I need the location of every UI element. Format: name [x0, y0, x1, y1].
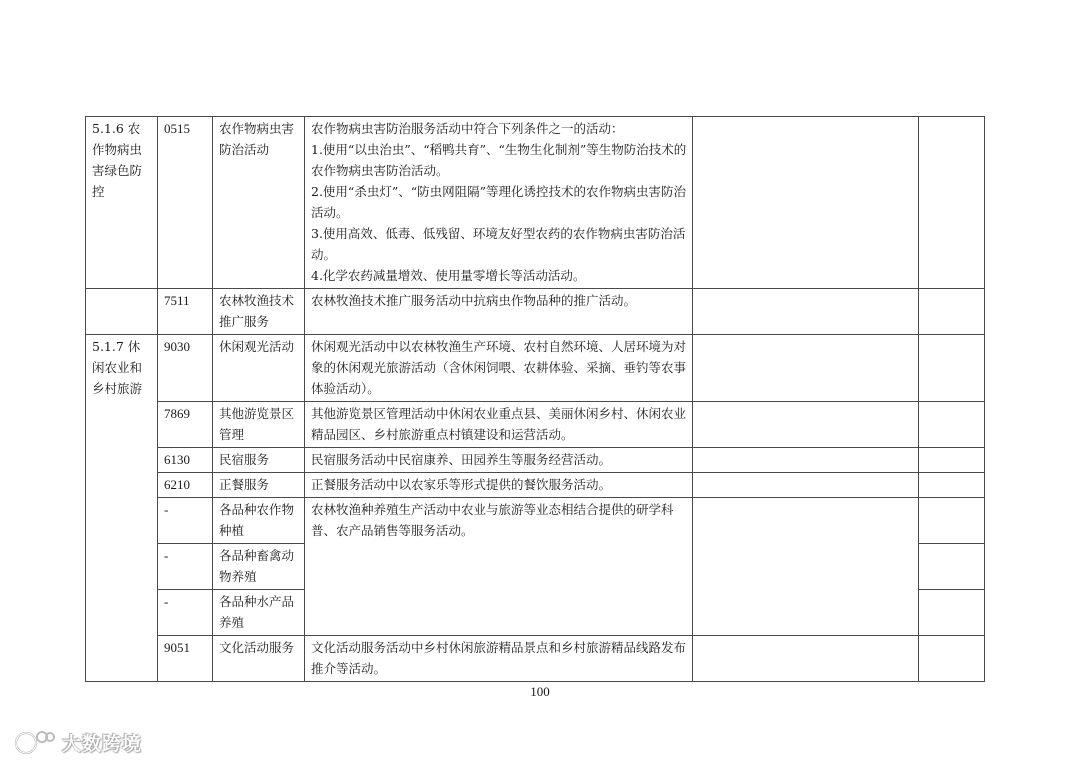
table-row [86, 448, 985, 473]
industry-code: - [158, 544, 213, 590]
industry-name: 其他游览景区管理 [213, 402, 305, 448]
watermark [12, 727, 142, 757]
industry-code: 7869 [158, 402, 213, 448]
empty-cell [693, 498, 919, 636]
watermark-text: 大数跨境 [62, 732, 143, 755]
empty-cell [919, 448, 985, 473]
empty-cell [693, 402, 919, 448]
section-cell: 5.1.6 农作物病虫害绿色防控 [86, 117, 158, 289]
industry-name: 农林牧渔技术推广服务 [213, 289, 305, 335]
empty-cell [919, 590, 985, 636]
activity-description: 农林牧渔技术推广服务活动中抗病虫作物品种的推广活动。 [305, 289, 693, 335]
description-line: 农作物病虫害防治服务活动中符合下列条件之一的活动： [311, 121, 624, 136]
page-number: 100 [530, 684, 550, 699]
activity-description: 正餐服务活动中以农家乐等形式提供的餐饮服务活动。 [305, 473, 693, 498]
description-line: 3.使用高效、低毒、低残留、环境友好型农药的农作物病虫害防治活动。 [311, 226, 686, 262]
description-line: 1.使用“以虫治虫”、“稻鸭共育”、“生物生化制剂”等生物防治技术的农作物病虫害防治活动。 [311, 142, 687, 178]
industry-name: 各品种畜禽动物养殖 [213, 544, 305, 590]
watermark-logo-icon [12, 728, 56, 756]
activity-description: 民宿服务活动中民宿康养、田园养生等服务经营活动。 [305, 448, 693, 473]
section-cell: 5.1.7 休闲农业和乡村旅游 [86, 335, 158, 682]
empty-cell [693, 448, 919, 473]
industry-name: 各品种农作物种植 [213, 498, 305, 544]
empty-cell [693, 473, 919, 498]
description-line: 4.化学农药减量增效、使用量零增长等活动活动。 [311, 268, 586, 283]
empty-cell [693, 289, 919, 335]
industry-name: 各品种水产品养殖 [213, 590, 305, 636]
industry-code: 7511 [158, 289, 213, 335]
empty-cell [919, 335, 985, 402]
industry-code: 9030 [158, 335, 213, 402]
empty-cell [919, 402, 985, 448]
industry-code: - [158, 498, 213, 544]
activity-description: 休闲观光活动中以农林牧渔生产环境、农村自然环境、人居环境为对象的休闲观光旅游活动（含休闲饲喂、农耕体验、采摘、垂钓等农事体验活动）。 [305, 335, 693, 402]
table-row [86, 636, 985, 682]
description-line: 2.使用“杀虫灯”、“防虫网阻隔”等理化诱控技术的农作物病虫害防治活动。 [311, 184, 686, 220]
table-row [86, 335, 985, 402]
empty-cell [919, 473, 985, 498]
section-cell [86, 289, 158, 335]
empty-cell [919, 289, 985, 335]
table-row [86, 473, 985, 498]
industry-code: 9051 [158, 636, 213, 682]
table-row [86, 117, 985, 289]
empty-cell [693, 636, 919, 682]
industry-code: 6130 [158, 448, 213, 473]
industry-code: - [158, 590, 213, 636]
industry-name: 民宿服务 [213, 448, 305, 473]
empty-cell [919, 636, 985, 682]
table-row [86, 498, 985, 544]
activity-description [305, 117, 693, 289]
empty-cell [919, 498, 985, 544]
empty-cell [693, 335, 919, 402]
activity-description: 文化活动服务活动中乡村休闲旅游精品景点和乡村旅游精品线路发布推介等活动。 [305, 636, 693, 682]
empty-cell [693, 117, 919, 289]
empty-cell [919, 117, 985, 289]
activity-description: 农林牧渔种养殖生产活动中农业与旅游等业态相结合提供的研学科普、农产品销售等服务活动。 [305, 498, 693, 636]
industry-name: 文化活动服务 [213, 636, 305, 682]
industry-name: 正餐服务 [213, 473, 305, 498]
industry-code: 0515 [158, 117, 213, 289]
classification-table [85, 116, 985, 682]
table-row [86, 402, 985, 448]
industry-name: 农作物病虫害防治活动 [213, 117, 305, 289]
empty-cell [919, 544, 985, 590]
industry-name: 休闲观光活动 [213, 335, 305, 402]
table-row [86, 289, 985, 335]
industry-code: 6210 [158, 473, 213, 498]
activity-description: 其他游览景区管理活动中休闲农业重点县、美丽休闲乡村、休闲农业精品园区、乡村旅游重点村镇建设和运营活动。 [305, 402, 693, 448]
